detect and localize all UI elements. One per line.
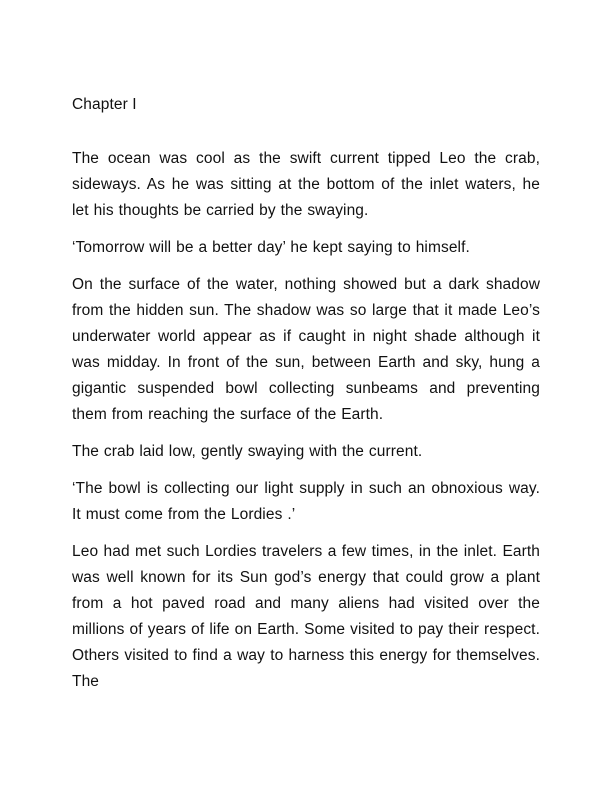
paragraph-crab-laid-low: The crab laid low, gently swaying with the current. [72,443,423,460]
paragraph-tomorrow-quote: ‘Tomorrow will be a better day’ he kept saying to himself. [72,239,470,256]
paragraph-ocean-intro: The ocean was cool as the swift current tipped Leo the crab, sideways. As he was sitting at the bottom of the inlet waters, he let his thoughts be carried by the swaying. [72,150,540,219]
paragraph-bowl-quote: ‘The bowl is collecting our light supply in such an obnoxious way. It must come from the Lordies .’ [72,480,540,523]
paragraph-shadow-bowl: On the surface of the water, nothing showed but a dark shadow from the hidden sun. The shadow was so large that it made Leo’s underwater world appear as if caught in night shade although it was midday. In front of the sun, between Earth and sky, hung a gigantic suspended bowl collecting sunbeams and preventing them from reaching the surface of the Earth. [72,276,540,423]
paragraph-lordies-travelers: Leo had met such Lordies travelers a few times, in the inlet. Earth was well known for its Sun god’s energy that could grow a plant from a hot paved road and many aliens had visited over the millions of years of life on Earth. Some visited to pay their respect. Others visited to find a way to harness this energy for themselves. The [72,543,540,690]
chapter-title: Chapter I [72,96,137,113]
